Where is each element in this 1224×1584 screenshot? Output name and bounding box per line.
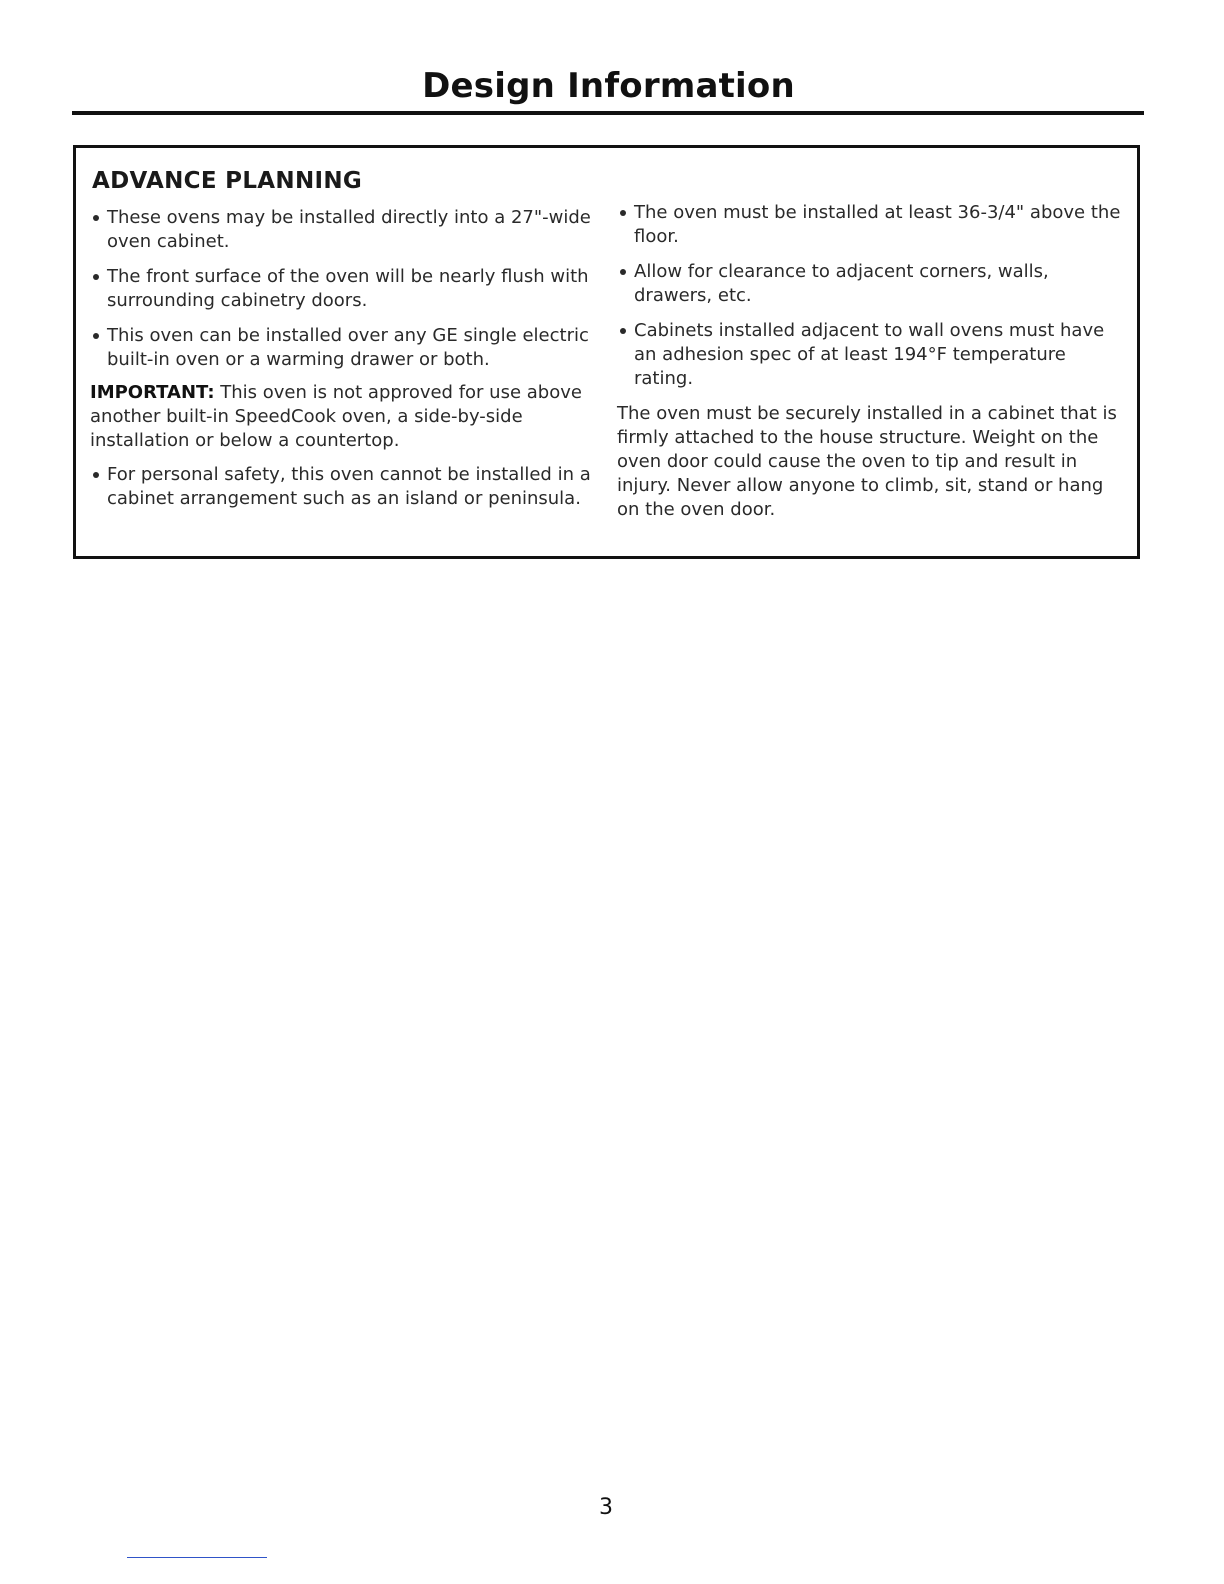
bullet-dot-icon (93, 274, 99, 280)
bullet-dot-icon (620, 328, 626, 334)
right-column (617, 201, 1127, 532)
bullet-item (617, 201, 1127, 249)
important-text: This oven is not approved for use above another built-in SpeedCook oven, a side-by-side installation or below a countertop. (90, 382, 582, 451)
bullet-item (90, 324, 600, 372)
left-column (90, 206, 600, 522)
bullet-item (617, 319, 1127, 391)
bullet-text: The front surface of the oven will be nearly flush with surrounding cabinetry doors. (107, 266, 589, 311)
bullet-dot-icon (93, 472, 99, 478)
bullet-item (90, 463, 600, 511)
bullet-text: For personal safety, this oven cannot be installed in a cabinet arrangement such as an island or peninsula. (107, 464, 591, 509)
bullet-dot-icon (93, 333, 99, 339)
bullet-text: This oven can be installed over any GE single electric built-in oven or a warming drawer or both. (107, 325, 589, 370)
page-title: Design Information (422, 66, 795, 106)
footer-link-underline (127, 1557, 267, 1558)
panel-heading: ADVANCE PLANNING (92, 168, 363, 194)
bullet-text: Allow for clearance to adjacent corners, walls, drawers, etc. (634, 261, 1049, 306)
bullet-item (617, 260, 1127, 308)
important-label: IMPORTANT: (90, 382, 215, 403)
bullet-item (90, 265, 600, 313)
important-note (90, 381, 600, 453)
bullet-dot-icon (93, 215, 99, 221)
bullet-text: These ovens may be installed directly into a 27"-wide oven cabinet. (107, 207, 591, 252)
bullet-text: The oven must be installed at least 36-3/4" above the floor. (634, 202, 1121, 247)
bullet-dot-icon (620, 269, 626, 275)
title-divider (72, 111, 1144, 115)
security-paragraph: The oven must be securely installed in a cabinet that is firmly attached to the house structure. Weight on the oven door could cause the oven to tip and result in injury. Never allow anyone to climb, sit, stand or hang on the oven door. (617, 403, 1117, 520)
advance-planning-panel (73, 145, 1140, 559)
bullet-item (90, 206, 600, 254)
page-number: 3 (599, 1495, 613, 1520)
bullet-text: Cabinets installed adjacent to wall ovens must have an adhesion spec of at least 194°F temperature rating. (634, 320, 1105, 389)
bullet-dot-icon (620, 210, 626, 216)
